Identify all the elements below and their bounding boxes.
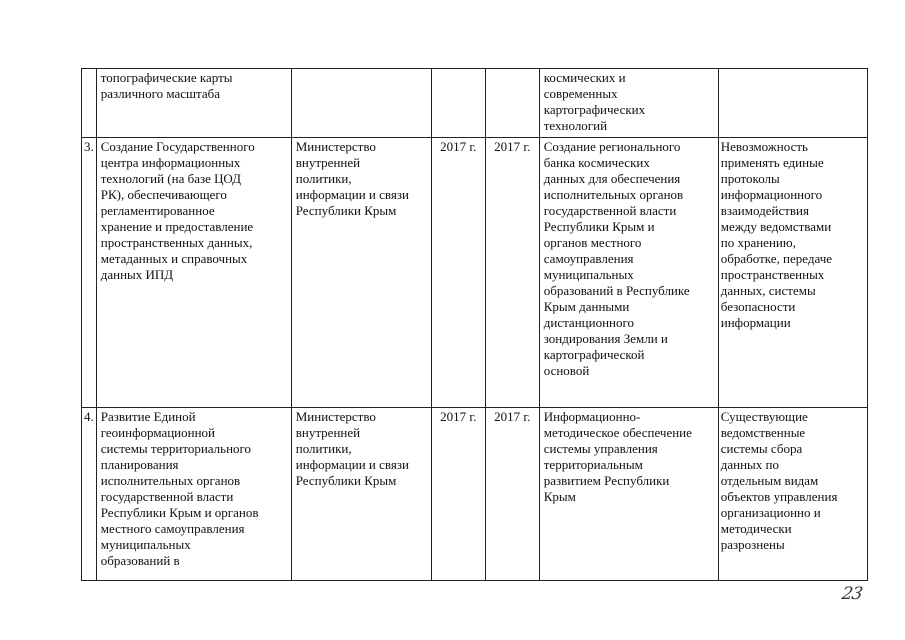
- consequences: Существующие ведомственные системы сбора данных по отдельным видам объектов управления организационно и методически разрознены: [718, 408, 867, 581]
- end-year: [485, 69, 539, 138]
- measure-name: Развитие Единой геоинформационной системы территориального планирования исполнительных органов государственной власти Республики Крым и органов местного самоуправления муниципальных образований в: [96, 408, 291, 581]
- consequences: [718, 69, 867, 138]
- end-year: 2017 г.: [485, 408, 539, 581]
- executor: Министерство внутренней политики, информации и связи Республики Крым: [291, 408, 431, 581]
- executor: [291, 69, 431, 138]
- measure-name: топографические карты различного масштаба: [96, 69, 291, 138]
- table-row: [82, 408, 868, 581]
- executor: Министерство внутренней политики, информации и связи Республики Крым: [291, 138, 431, 408]
- row-number: [82, 69, 97, 138]
- row-number: 4.: [82, 408, 97, 581]
- measure-name: Создание Государственного центра информационных технологий (на базе ЦОД РК), обеспечивающего регламентированное хранение и предоставление пространственных данных, метаданных и справочных данных ИПД: [96, 138, 291, 408]
- expected-result: космических и современных картографических технологий: [539, 69, 718, 138]
- start-year: 2017 г.: [431, 138, 485, 408]
- table-row: [82, 69, 868, 138]
- table-row: [82, 138, 868, 408]
- start-year: [431, 69, 485, 138]
- consequences: Невозможность применять единые протоколы информационного взаимодействия между ведомствами по хранению, обработке, передаче пространственных данных, системы безопасности информации: [718, 138, 867, 408]
- measures-table: [81, 68, 868, 581]
- end-year: 2017 г.: [485, 138, 539, 408]
- start-year: 2017 г.: [431, 408, 485, 581]
- handwritten-page-number: 23: [840, 584, 864, 604]
- expected-result: Создание регионального банка космических данных для обеспечения исполнительных органов государственной власти Республики Крым и органов местного самоуправления муниципальных образований в Республике Крым данными дистанционного зондирования Земли и картографической основой: [539, 138, 718, 408]
- row-number: 3.: [82, 138, 97, 408]
- expected-result: Информационно- методическое обеспечение системы управления территориальным развитием Республики Крым: [539, 408, 718, 581]
